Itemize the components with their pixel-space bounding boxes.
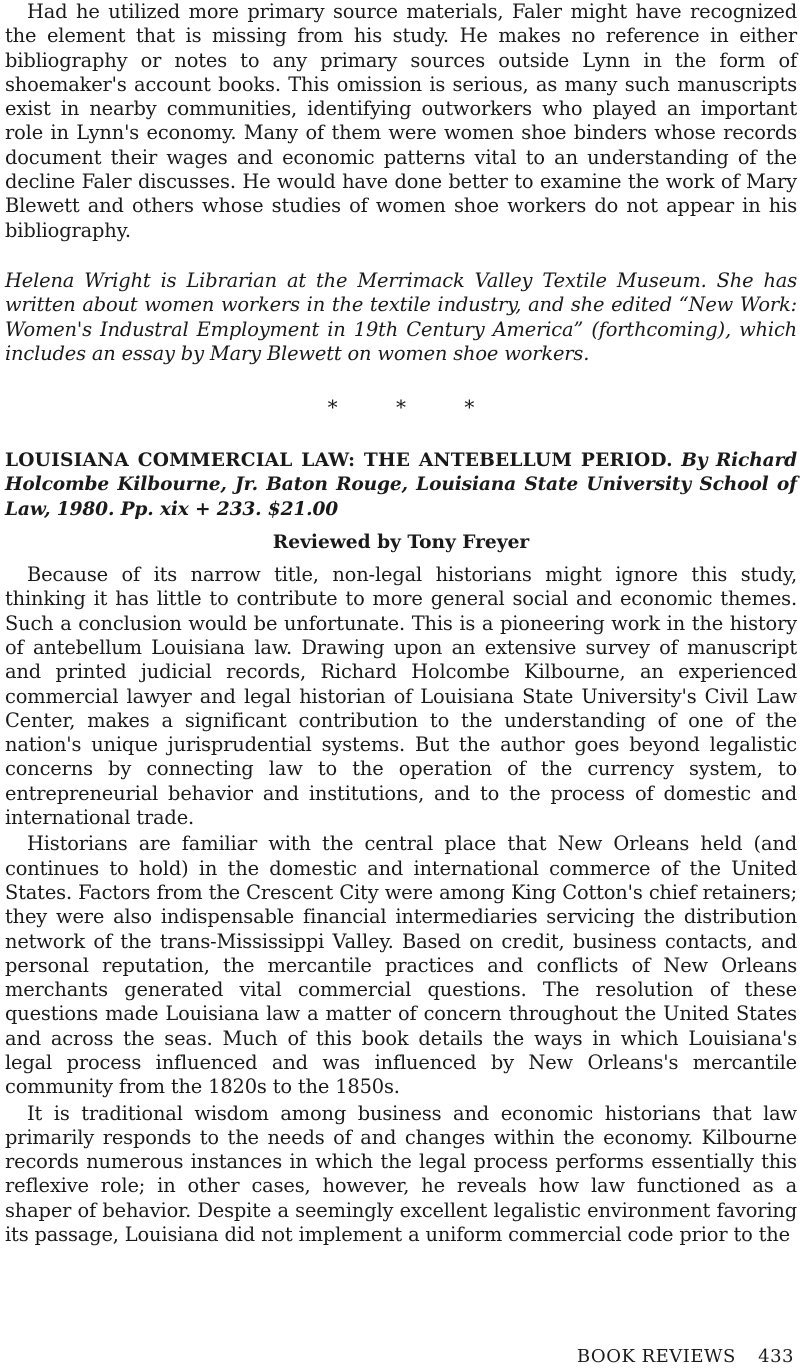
running-head: BOOK REVIEWS <box>576 1346 736 1367</box>
publication-info: By Richard Holcombe Kilbourne, Jr. Baton Rouge, Louisiana State University School of Law, 1980. Pp. xix + 233. $21.00 <box>5 450 797 520</box>
book-review-page <box>5 0 797 1371</box>
reviewer-bio-note: Helena Wright is Librarian at the Merrimack Valley Textile Museum. She has written about women workers in the textile industry, and she edited “New Work: Women's Industral Employment in 19th Century America” (forthcoming), which includes an essay by Mary Blewett on women shoe workers. <box>5 268 797 365</box>
review-paragraph-3: It is traditional wisdom among business and economic historians that law primarily responds to the needs of and changes within the economy. Kilbourne records numerous instances in which the legal process performs essentially this reflexive role; in other cases, however, he reveals how law functioned as a shaper of behavior. Despite a seemingly excellent legalistic environment favoring its passage, Louisiana did not implement a uniform commercial code prior to the <box>5 1101 797 1247</box>
page-footer <box>577 1346 794 1367</box>
previous-review-closing-paragraph: Had he utilized more primary source materials, Faler might have recognized the element that is missing from his study. He makes no reference in either bibliography or notes to any primary sources outside Lynn in the form of shoemaker's account books. This omission is serious, as many such manuscripts exist in nearby communities, identifying outworkers who played an important role in Lynn's economy. Many of them were women shoe binders whose records document their wages and economic patterns vital to an understanding of the decline Faler discusses. He would have done better to examine the work of Mary Blewett and others whose studies of women shoe workers do not appear in his bibliography. <box>5 0 797 242</box>
reviewer-byline: Reviewed by Tony Freyer <box>272 532 530 554</box>
section-separator: * * * <box>327 395 501 420</box>
page-number: 433 <box>758 1346 794 1367</box>
review-paragraph-1: Because of its narrow title, non-legal historians might ignore this study, thinking it has little to contribute to more general social and economic themes. Such a conclusion would be unfortunate. This is a pioneering work in the history of antebellum Louisiana law. Drawing upon an extensive survey of manuscript and printed judicial records, Richard Holcombe Kilbourne, an experienced commercial lawyer and legal historian of Louisiana State University's Civil Law Center, makes a significant contribution to the understanding of one of the nation's unique jurisprudential systems. But the author goes beyond legalistic concerns by connecting law to the operation of the currency system, to entrepreneurial behavior and institutions, and to the process of domestic and international trade. <box>5 563 797 830</box>
review-paragraph-2: Historians are familiar with the central place that New Orleans held (and continues to hold) in the domestic and international commerce of the United States. Factors from the Crescent City were among King Cotton's chief retainers; they were also indispensable financial intermediaries servicing the distribution network of the trans-Mississippi Valley. Based on credit, business contacts, and personal reputation, the mercantile practices and conflicts of New Orleans merchants generated vital commercial questions. The resolution of these questions made Louisiana law a matter of concern throughout the United States and across the seas. Much of this book details the ways in which Louisiana's legal process influenced and was influenced by New Orleans's mercantile community from the 1820s to the 1850s. <box>5 832 797 1099</box>
book-title: LOUISIANA COMMERCIAL LAW: THE ANTEBELLUM PERIOD. <box>5 450 673 472</box>
review-heading <box>5 449 797 522</box>
